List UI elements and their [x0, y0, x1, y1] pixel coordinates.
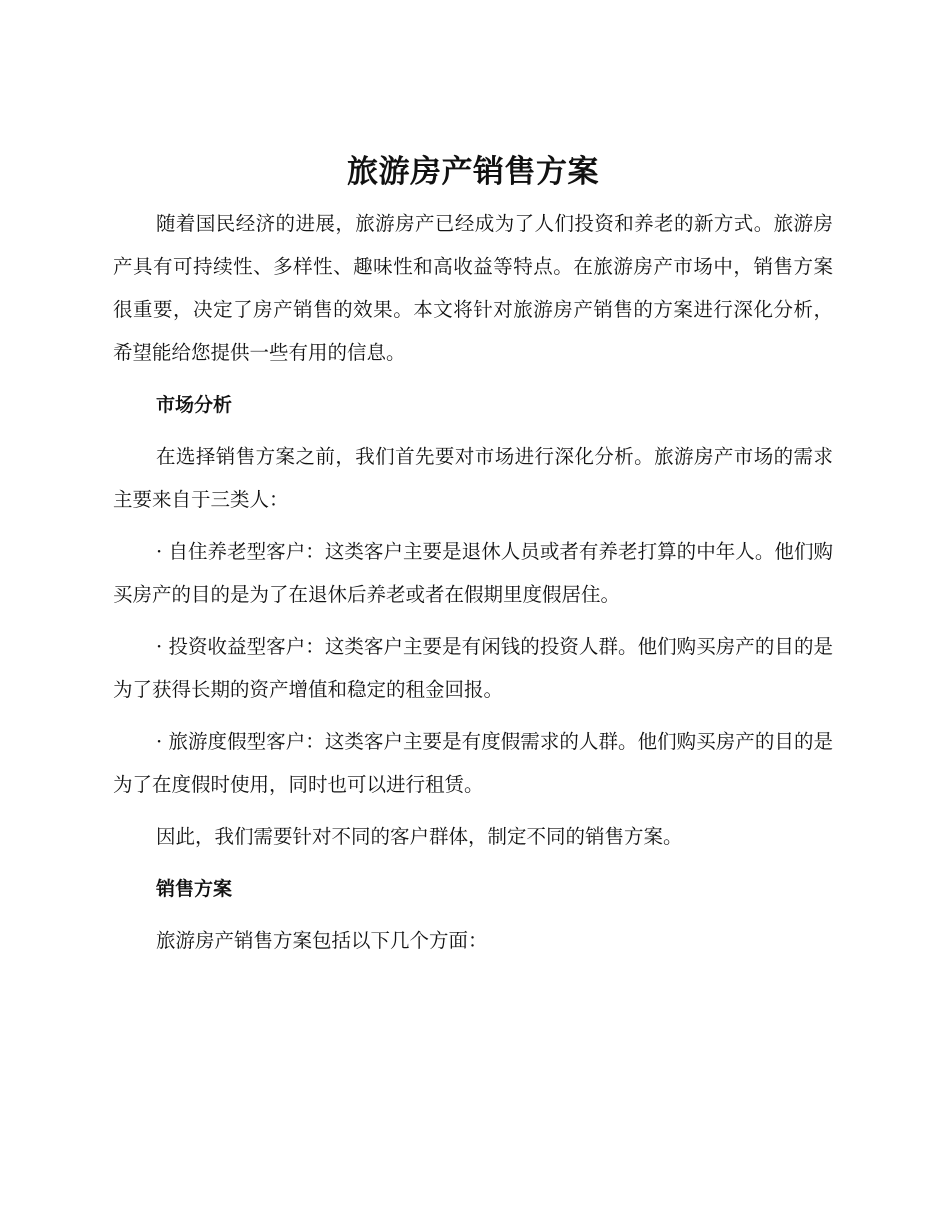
- intro-paragraph: 随着国民经济的进展，旅游房产已经成为了人们投资和养老的新方式。旅游房产具有可持续性、多样性、趣味性和高收益等特点。在旅游房产市场中，销售方案很重要，决定了房产销售的效果。本文将针对旅游房产销售的方案进行深化分析，希望能给您提供一些有用的信息。: [113, 212, 833, 364]
- document-title: 旅游房产销售方案: [347, 154, 599, 190]
- section-heading-sales-plan: 销售方案: [156, 878, 233, 900]
- document-page: [113, 150, 833, 962]
- market-analysis-conclusion: 因此，我们需要针对不同的客户群体，制定不同的销售方案。: [156, 825, 683, 848]
- section-heading-market-analysis: 市场分析: [156, 394, 233, 416]
- sales-plan-lead: 旅游房产销售方案包括以下几个方面：: [156, 929, 488, 952]
- bullet-item-investment-clients: · 投资收益型客户：这类客户主要是有闲钱的投资人群。他们购买房产的目的是为了获得长期的资产增值和稳定的租金回报。: [113, 635, 833, 701]
- market-analysis-lead: 在选择销售方案之前，我们首先要对市场进行深化分析。旅游房产市场的需求主要来自于三类人：: [113, 445, 833, 511]
- bullet-item-retirement-clients: · 自住养老型客户：这类客户主要是退休人员或者有养老打算的中年人。他们购买房产的目的是为了在退休后养老或者在假期里度假居住。: [113, 540, 833, 606]
- bullet-item-vacation-clients: · 旅游度假型客户：这类客户主要是有度假需求的人群。他们购买房产的目的是为了在度假时使用，同时也可以进行租赁。: [113, 730, 833, 796]
